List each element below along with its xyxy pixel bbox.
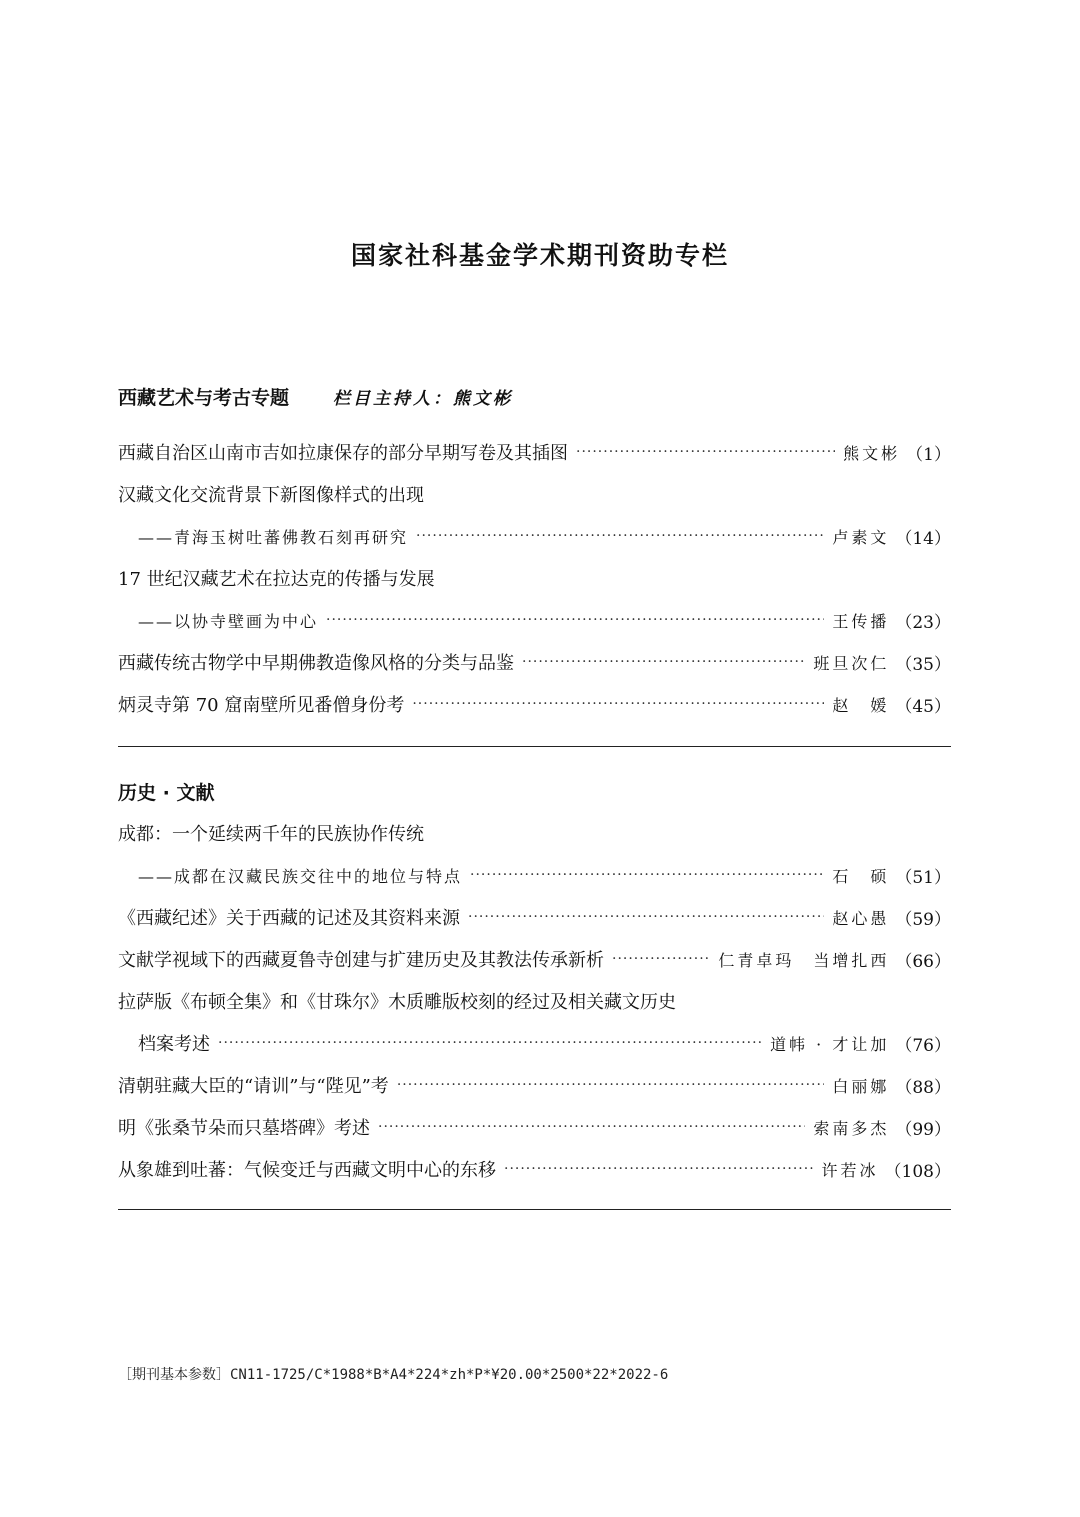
entry-title: 文献学视域下的西藏夏鲁寺创建与扩建历史及其教法传承新析 bbox=[118, 950, 604, 971]
entry-page: （99） bbox=[895, 1119, 951, 1140]
entry-title: 西藏自治区山南市吉如拉康保存的部分早期写卷及其插图 bbox=[118, 443, 568, 464]
dot-leader bbox=[218, 1035, 762, 1051]
section-title: 西藏艺术与考古专题 bbox=[118, 386, 290, 409]
entry-title: 汉藏文化交流背景下新图像样式的出现 bbox=[118, 485, 424, 506]
entry-author: 赵心愚 bbox=[832, 908, 890, 928]
entry-author: 赵 媛 bbox=[832, 695, 890, 715]
section-divider bbox=[118, 746, 951, 747]
journal-parameters: ［期刊基本参数］CN11-1725/C*1988*B*A4*224*zh*P*¥20.00*2500*22*2022-6 bbox=[118, 1367, 669, 1383]
entry-title: 从象雄到吐蕃：气候变迁与西藏文明中心的东移 bbox=[118, 1160, 496, 1181]
toc-entry[interactable] bbox=[118, 431, 951, 473]
toc-entry[interactable] bbox=[118, 1064, 951, 1106]
dot-leader bbox=[470, 867, 824, 883]
entry-title: 《西藏纪述》关于西藏的记述及其资料来源 bbox=[118, 908, 460, 929]
toc-entry[interactable] bbox=[118, 473, 951, 515]
toc-entry[interactable] bbox=[118, 980, 951, 1022]
entry-title: 17 世纪汉藏艺术在拉达克的传播与发展 bbox=[118, 569, 435, 590]
entry-page: （51） bbox=[895, 867, 951, 888]
section-tibetan-art bbox=[118, 375, 951, 725]
entry-page: （108） bbox=[884, 1161, 951, 1182]
entry-title: 清朝驻藏大臣的“请训”与“陛见”考 bbox=[118, 1076, 389, 1097]
entry-author: 王传播 bbox=[832, 611, 890, 631]
entry-page: （88） bbox=[895, 1077, 951, 1098]
toc-entry[interactable] bbox=[118, 557, 951, 599]
section-header bbox=[118, 770, 951, 812]
entry-title: 西藏传统古物学中早期佛教造像风格的分类与品鉴 bbox=[118, 653, 514, 674]
entry-author: 仁青卓玛 当增扎西 bbox=[718, 950, 890, 970]
entry-author: 许若冰 bbox=[821, 1160, 879, 1180]
entry-author: 熊文彬 bbox=[843, 443, 901, 463]
entry-page: （59） bbox=[895, 909, 951, 930]
entry-page: （66） bbox=[895, 951, 951, 972]
section-divider bbox=[118, 1209, 951, 1210]
toc-entry-subtitle[interactable] bbox=[118, 599, 951, 641]
section-title: 历史 · 文献 bbox=[118, 781, 215, 804]
entry-page: （35） bbox=[895, 654, 951, 675]
entry-title: 档案考述 bbox=[138, 1034, 210, 1055]
entry-author: 卢素文 bbox=[832, 527, 890, 547]
dot-leader bbox=[612, 951, 710, 967]
toc-entry[interactable] bbox=[118, 812, 951, 854]
entry-page: （14） bbox=[895, 528, 951, 549]
entry-subtitle: ——成都在汉藏民族交往中的地位与特点 bbox=[138, 866, 463, 886]
toc-entry-subtitle[interactable] bbox=[118, 515, 951, 557]
dot-leader bbox=[378, 1119, 805, 1135]
entry-page: （76） bbox=[895, 1035, 951, 1056]
toc-entry[interactable] bbox=[118, 1148, 951, 1190]
dot-leader bbox=[576, 444, 835, 460]
entry-title: 明《张桑节朵而只墓塔碑》考述 bbox=[118, 1118, 370, 1139]
entry-title: 拉萨版《布顿全集》和《甘珠尔》木质雕版校刻的经过及相关藏文历史 bbox=[118, 992, 676, 1013]
dot-leader bbox=[468, 909, 824, 925]
entry-author: 索南多杰 bbox=[813, 1118, 890, 1138]
entry-subtitle: ——青海玉树吐蕃佛教石刻再研究 bbox=[138, 527, 409, 547]
dot-leader bbox=[412, 696, 824, 712]
toc-entry-continuation[interactable] bbox=[118, 1022, 951, 1064]
entry-author: 白丽娜 bbox=[832, 1076, 890, 1096]
toc-entry[interactable] bbox=[118, 641, 951, 683]
entry-title: 成都：一个延续两千年的民族协作传统 bbox=[118, 824, 424, 845]
entry-author: 班旦次仁 bbox=[813, 653, 890, 673]
dot-leader bbox=[416, 528, 824, 544]
entry-author: 道帏 · 才让加 bbox=[770, 1034, 890, 1054]
column-host: 栏目主持人：熊文彬 bbox=[333, 388, 514, 409]
toc-entry[interactable] bbox=[118, 938, 951, 980]
dot-leader bbox=[326, 612, 824, 628]
page-title: 国家社科基金学术期刊资助专栏 bbox=[350, 241, 729, 270]
entry-page: （23） bbox=[895, 612, 951, 633]
dot-leader bbox=[504, 1161, 814, 1177]
toc-entry[interactable] bbox=[118, 896, 951, 938]
toc-entry-subtitle[interactable] bbox=[118, 854, 951, 896]
section-history-documents bbox=[118, 770, 951, 1190]
entry-page: （45） bbox=[895, 696, 951, 717]
entry-author: 石 硕 bbox=[832, 866, 890, 886]
dot-leader bbox=[397, 1077, 825, 1093]
toc-entry[interactable] bbox=[118, 683, 951, 725]
entry-subtitle: ——以协寺壁画为中心 bbox=[138, 611, 319, 631]
toc-entry[interactable] bbox=[118, 1106, 951, 1148]
entry-title: 炳灵寺第 70 窟南壁所见番僧身份考 bbox=[118, 695, 405, 716]
entry-page: （1） bbox=[906, 444, 951, 465]
section-header bbox=[118, 375, 951, 417]
dot-leader bbox=[522, 654, 805, 670]
